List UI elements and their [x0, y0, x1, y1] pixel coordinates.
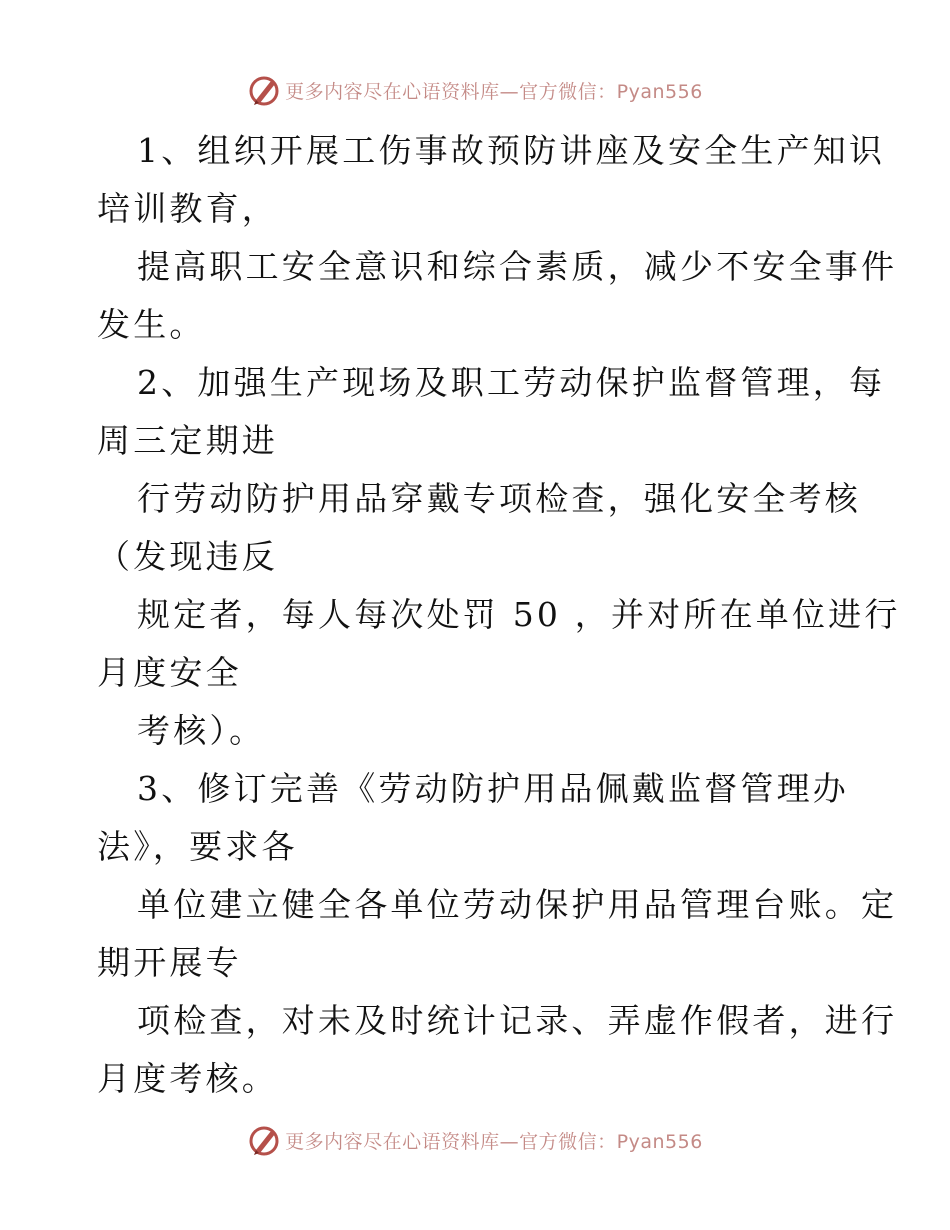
body-line: 期开展专: [97, 943, 242, 982]
body-line: 1、组织开展工伤事故预防讲座及安全生产知识: [137, 131, 886, 170]
body-line: 提高职工安全意识和综合素质，减少不安全事件: [137, 247, 898, 286]
body-line: 考核）。: [137, 711, 266, 750]
body-line: （发现违反: [97, 537, 278, 576]
body-line: 单位建立健全各单位劳动保护用品管理台账。定: [137, 885, 898, 924]
body-line: 项检查，对未及时统计记录、弄虚作假者，进行: [137, 1001, 898, 1040]
watermark-text: 更多内容尽在心语资料库—官方微信：Pyan556: [285, 80, 703, 103]
body-line: 规定者，每人每次处罚 50 ，并对所在单位进行: [137, 595, 901, 634]
body-line: 周三定期进: [97, 421, 278, 460]
body-line: 月度安全: [97, 653, 242, 692]
body-line: 行劳动防护用品穿戴专项检查，强化安全考核: [137, 479, 861, 518]
body-line: 月度考核。: [97, 1059, 278, 1098]
watermark-header: [0, 70, 950, 110]
watermark-footer: [0, 1120, 950, 1160]
watermark-text: 更多内容尽在心语资料库—官方微信：Pyan556: [285, 1130, 703, 1153]
body-line: 2、加强生产现场及职工劳动保护监督管理，每: [137, 363, 886, 402]
pen-logo-icon: [247, 73, 281, 107]
body-line: 法》，要求各: [97, 827, 298, 866]
body-line: 3、修订完善《劳动防护用品佩戴监督管理办: [137, 769, 849, 808]
pen-logo-icon: [247, 1123, 281, 1157]
body-line: 培训教育，: [97, 189, 278, 228]
body-line: 发生。: [97, 305, 206, 344]
